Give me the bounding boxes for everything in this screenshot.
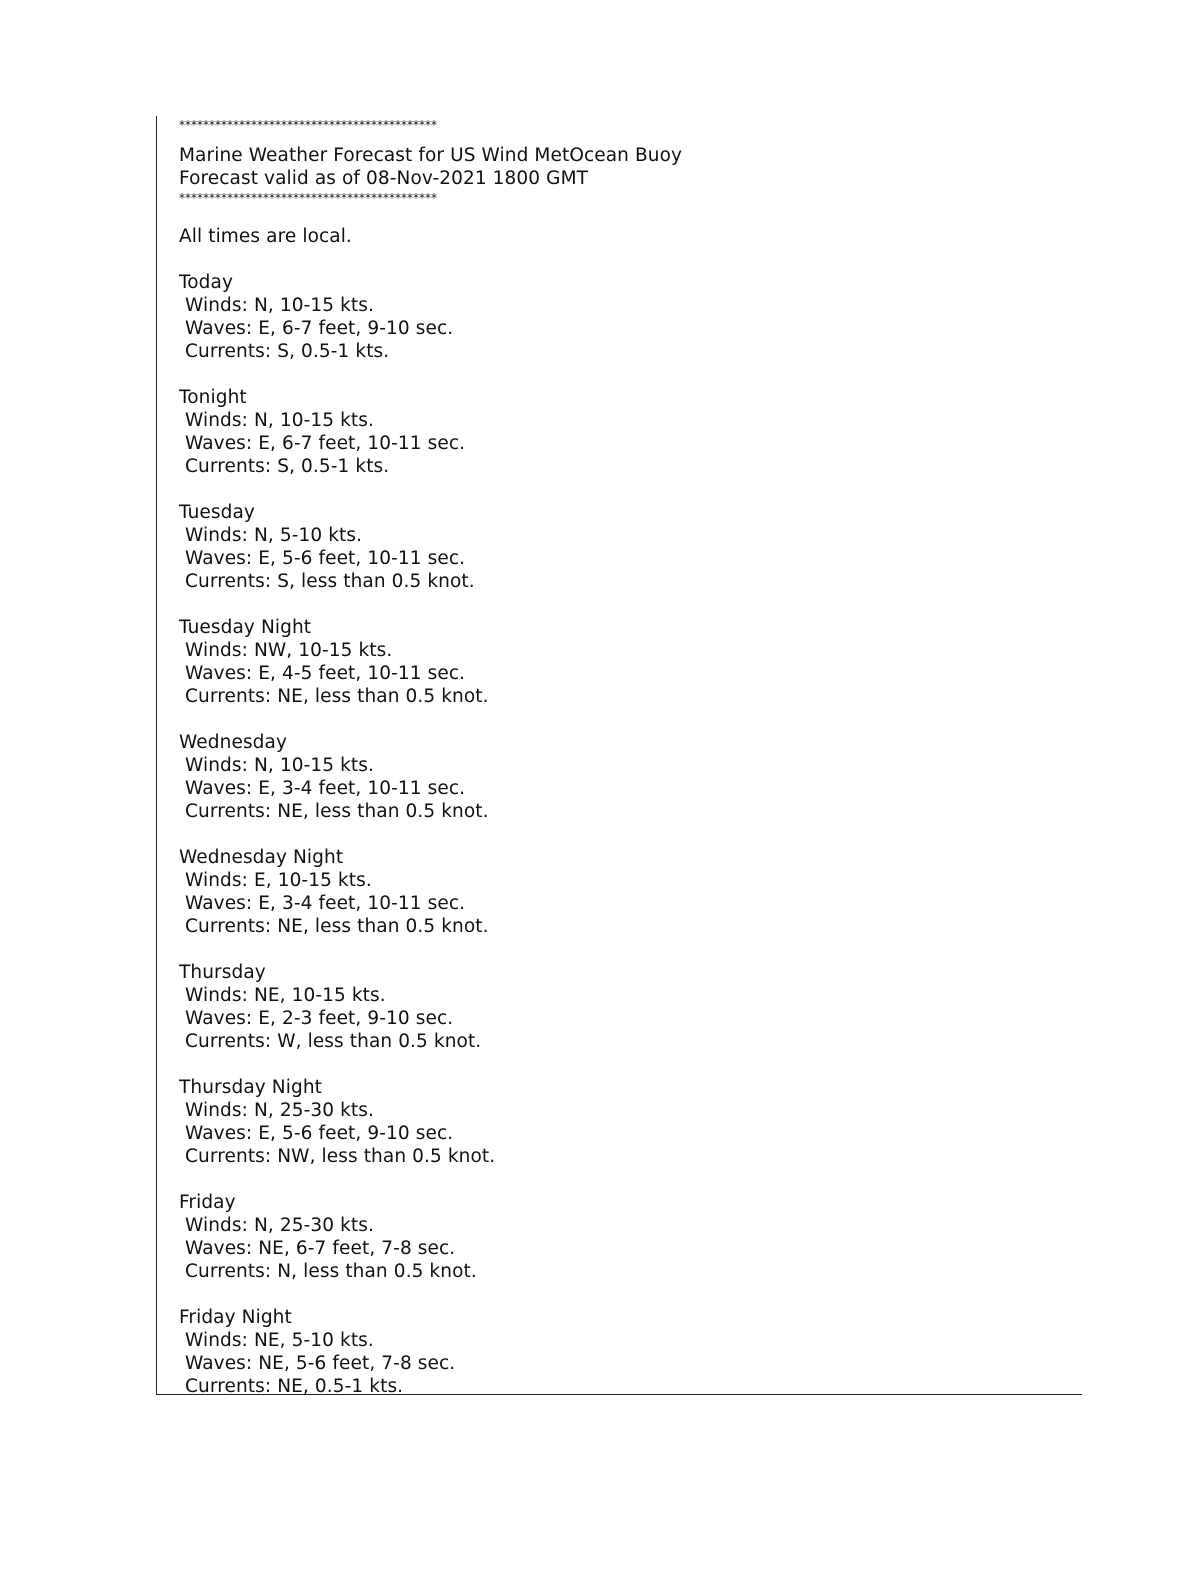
period-name: Today: [179, 272, 234, 293]
period-waves: Waves: E, 6-7 feet, 10-11 sec.: [185, 433, 466, 454]
period-waves: Waves: E, 5-6 feet, 9-10 sec.: [185, 1123, 454, 1144]
period-waves: Waves: E, 3-4 feet, 10-11 sec.: [185, 893, 466, 914]
frame-left-border: [156, 116, 157, 1395]
period-name: Friday: [179, 1192, 236, 1213]
forecast-period: [179, 731, 1059, 823]
forecast-period: [179, 961, 1059, 1053]
period-winds: Winds: N, 5-10 kts.: [185, 525, 363, 546]
period-waves: Waves: E, 5-6 feet, 10-11 sec.: [185, 548, 466, 569]
period-name: Tuesday: [179, 502, 255, 523]
period-winds: Winds: N, 25-30 kts.: [185, 1100, 374, 1121]
period-waves: Waves: E, 6-7 feet, 9-10 sec.: [185, 318, 454, 339]
period-currents: Currents: NE, 0.5-1 kts.: [185, 1376, 404, 1394]
period-winds: Winds: NE, 5-10 kts.: [185, 1330, 374, 1351]
period-waves: Waves: E, 2-3 feet, 9-10 sec.: [185, 1008, 454, 1029]
period-waves: Waves: E, 4-5 feet, 10-11 sec.: [185, 663, 466, 684]
period-waves: Waves: NE, 5-6 feet, 7-8 sec.: [185, 1353, 456, 1374]
asterisk-divider-top: *******************************************: [179, 119, 437, 131]
period-currents: Currents: NW, less than 0.5 knot.: [185, 1146, 496, 1167]
forecast-period: [179, 501, 1059, 593]
period-name: Tuesday Night: [179, 617, 312, 638]
period-currents: Currents: W, less than 0.5 knot.: [185, 1031, 482, 1052]
forecast-period: [179, 1076, 1059, 1168]
period-winds: Winds: NW, 10-15 kts.: [185, 640, 393, 661]
forecast-period: [179, 386, 1059, 478]
forecast-period: [179, 1306, 1059, 1394]
period-winds: Winds: N, 10-15 kts.: [185, 410, 374, 431]
frame-bottom-border: [156, 1394, 1082, 1395]
period-name: Wednesday Night: [179, 847, 344, 868]
period-name: Thursday: [179, 962, 266, 983]
period-currents: Currents: S, less than 0.5 knot.: [185, 571, 475, 592]
period-winds: Winds: N, 10-15 kts.: [185, 295, 374, 316]
period-currents: Currents: S, 0.5-1 kts.: [185, 456, 390, 477]
period-currents: Currents: NE, less than 0.5 knot.: [185, 801, 489, 822]
forecast-period: [179, 846, 1059, 938]
period-name: Tonight: [179, 387, 247, 408]
times-note: All times are local.: [179, 226, 352, 247]
forecast-period: [179, 616, 1059, 708]
period-currents: Currents: S, 0.5-1 kts.: [185, 341, 390, 362]
period-winds: Winds: N, 25-30 kts.: [185, 1215, 374, 1236]
forecast-valid-time: Forecast valid as of 08-Nov-2021 1800 GMT: [179, 168, 589, 189]
period-winds: Winds: E, 10-15 kts.: [185, 870, 372, 891]
asterisk-divider-bottom: *******************************************: [179, 192, 437, 204]
period-currents: Currents: N, less than 0.5 knot.: [185, 1261, 477, 1282]
forecast-period: [179, 1191, 1059, 1283]
forecast-text-block: [179, 116, 1059, 1394]
period-name: Friday Night: [179, 1307, 292, 1328]
period-name: Wednesday: [179, 732, 288, 753]
period-waves: Waves: E, 3-4 feet, 10-11 sec.: [185, 778, 466, 799]
period-currents: Currents: NE, less than 0.5 knot.: [185, 916, 489, 937]
period-winds: Winds: NE, 10-15 kts.: [185, 985, 386, 1006]
forecast-title: Marine Weather Forecast for US Wind MetOcean Buoy: [179, 145, 683, 166]
period-waves: Waves: NE, 6-7 feet, 7-8 sec.: [185, 1238, 456, 1259]
period-winds: Winds: N, 10-15 kts.: [185, 755, 374, 776]
forecast-period: [179, 271, 1059, 363]
period-name: Thursday Night: [179, 1077, 323, 1098]
period-currents: Currents: NE, less than 0.5 knot.: [185, 686, 489, 707]
